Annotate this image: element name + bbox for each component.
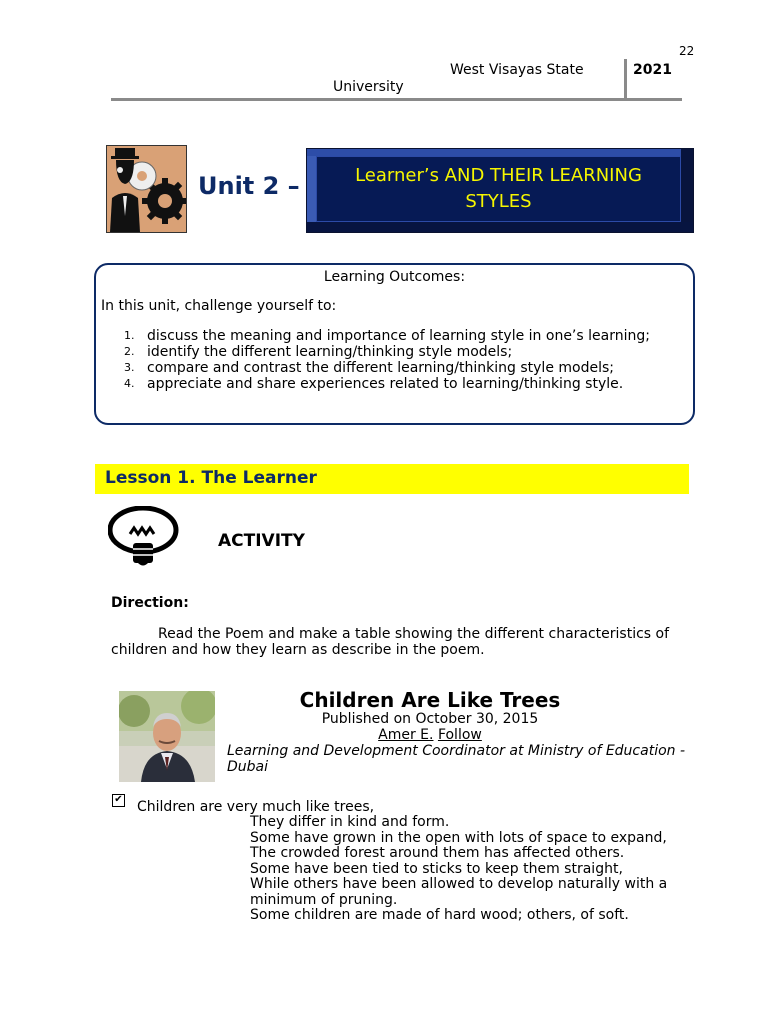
- direction-label: Direction:: [111, 595, 189, 611]
- poem-line: They differ in kind and form.: [250, 814, 450, 830]
- poem-line: Some have grown in the open with lots of space to expand,: [250, 829, 667, 846]
- school-name-line2: University: [333, 79, 404, 95]
- outcomes-list: [96, 328, 650, 392]
- lesson-heading-bar: [95, 464, 689, 494]
- activity-heading: ACTIVITY: [218, 531, 305, 551]
- header-year: 2021: [633, 62, 672, 78]
- poem-line: The crowded forest around them has affected others.: [250, 845, 625, 861]
- poem-title: Children Are Like Trees: [299, 688, 561, 712]
- published-date: Published on October 30, 2015: [321, 711, 539, 727]
- poem-line: Some have been tied to sticks to keep them straight,: [250, 860, 623, 877]
- lightbulb-icon: [108, 506, 180, 572]
- unit-banner: [306, 148, 694, 233]
- list-item: [96, 376, 650, 392]
- learning-outcomes-box: [94, 263, 695, 425]
- outcomes-title: Learning Outcomes:: [323, 269, 466, 285]
- poem-line: While others have been allowed to develop naturally with a: [250, 876, 668, 892]
- list-text: compare and contrast the different learning/thinking style models;: [147, 360, 614, 376]
- poem-line: Some children are made of hard wood; others, of soft.: [250, 907, 629, 923]
- author-photo: [119, 691, 215, 782]
- outcomes-intro: In this unit, challenge yourself to:: [101, 298, 337, 314]
- list-number: 1.: [124, 329, 135, 342]
- list-text: discuss the meaning and importance of learning style in one’s learning;: [147, 328, 650, 344]
- header-divider-vertical: [624, 59, 627, 100]
- author-name-link[interactable]: Amer E.: [378, 727, 434, 743]
- checkbox-icon: ✔: [112, 794, 125, 807]
- list-text: identify the different learning/thinking style models;: [147, 344, 513, 360]
- list-number: 4.: [124, 377, 135, 390]
- follow-link[interactable]: Follow: [437, 727, 482, 743]
- gears-head-icon: [106, 145, 187, 233]
- direction-text: Read the Poem and make a table showing the different characteristics of children and how they learn as describe in the poem.: [111, 626, 670, 658]
- author-line: [230, 727, 630, 743]
- list-item: [96, 344, 650, 360]
- banner-line-2: STYLES: [465, 191, 532, 212]
- list-item: [96, 328, 650, 344]
- author-role: Learning and Development Coordinator at Ministry of Education - Dubai: [227, 743, 686, 775]
- list-number: 2.: [124, 345, 135, 358]
- list-item: [96, 360, 650, 376]
- unit-title: Unit 2 –: [198, 172, 300, 200]
- page-number: 22: [679, 44, 695, 58]
- lesson-title: Lesson 1. The Learner: [105, 468, 317, 488]
- poem-lines: [250, 815, 667, 924]
- list-number: 3.: [124, 361, 135, 374]
- unit-banner-text: [355, 163, 642, 215]
- school-name-line1: West Visayas State: [450, 62, 584, 78]
- poem-first-line: Children are very much like trees,: [137, 799, 375, 815]
- header-divider: [111, 98, 682, 101]
- poem-line: minimum of pruning.: [250, 891, 398, 908]
- list-text: appreciate and share experiences related to learning/thinking style.: [147, 376, 624, 392]
- banner-line-1: Learner’s AND THEIR LEARNING: [355, 165, 642, 186]
